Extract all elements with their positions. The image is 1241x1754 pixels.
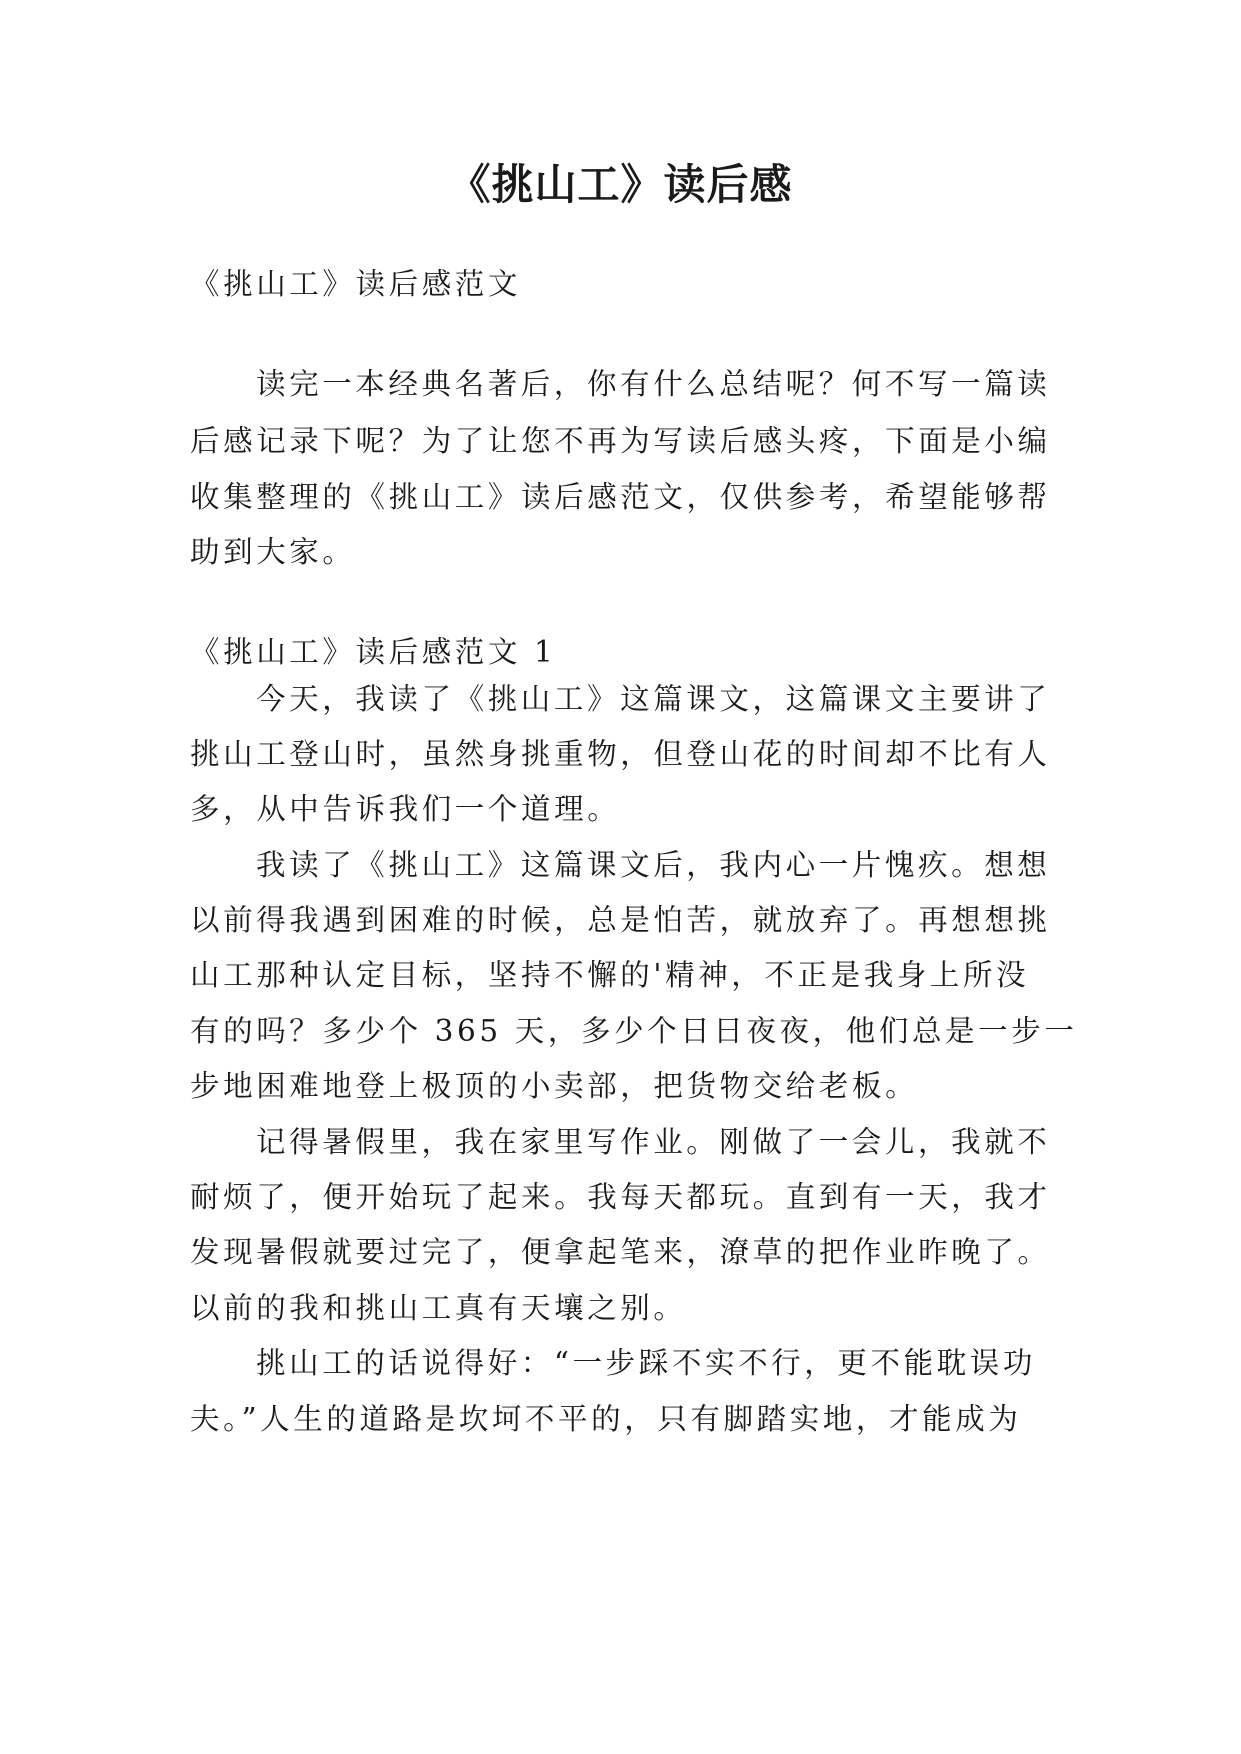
text-line: 多，从中告诉我们一个道理。	[190, 792, 621, 826]
text-line: 记得暑假里，我在家里写作业。刚做了一会儿，我就不	[256, 1125, 1051, 1159]
text-line: 发现暑假就要过完了，便拿起笔来，潦草的把作业昨晚了。	[190, 1235, 1051, 1269]
text-line: 山工那种认定目标，坚持不懈的'精神，不正是我身上所没	[190, 958, 1030, 992]
section-heading: 《挑山工》读后感范文 1	[190, 635, 557, 669]
document-subtitle: 《挑山工》读后感范文	[190, 267, 522, 301]
text-line: 步地困难地登上极顶的小卖部，把货物交给老板。	[190, 1069, 919, 1103]
text-line: 耐烦了，便开始玩了起来。我每天都玩。直到有一天，我才	[190, 1180, 1051, 1214]
text-line: 我读了《挑山工》这篇课文后，我内心一片愧疚。想想	[256, 848, 1051, 882]
text-line: 收集整理的《挑山工》读后感范文，仅供参考，希望能够帮	[190, 480, 1051, 514]
text-line: 挑山工登山时，虽然身挑重物，但登山花的时间却不比有人	[190, 737, 1051, 771]
text-line: 有的吗？多少个 365 天，多少个日日夜夜，他们总是一步一	[190, 1014, 1078, 1048]
document-title: 《挑山工》读后感	[448, 160, 793, 209]
text-line: 挑山工的话说得好：“一步踩不实不行，更不能耽误功	[256, 1346, 1036, 1380]
text-line: 后感记录下呢？为了让您不再为写读后感头疼，下面是小编	[190, 424, 1051, 458]
text-line: 以前得我遇到困难的时候，总是怕苦，就放弃了。再想想挑	[190, 903, 1051, 937]
text-line: 助到大家。	[190, 535, 356, 569]
text-line: 今天，我读了《挑山工》这篇课文，这篇课文主要讲了	[256, 682, 1051, 716]
text-line: 读完一本经典名著后，你有什么总结呢？何不写一篇读	[256, 367, 1051, 401]
text-line: 夫。”人生的道路是坎坷不平的，只有脚踏实地，才能成为	[190, 1402, 1022, 1436]
text-line: 以前的我和挑山工真有天壤之别。	[190, 1291, 687, 1325]
